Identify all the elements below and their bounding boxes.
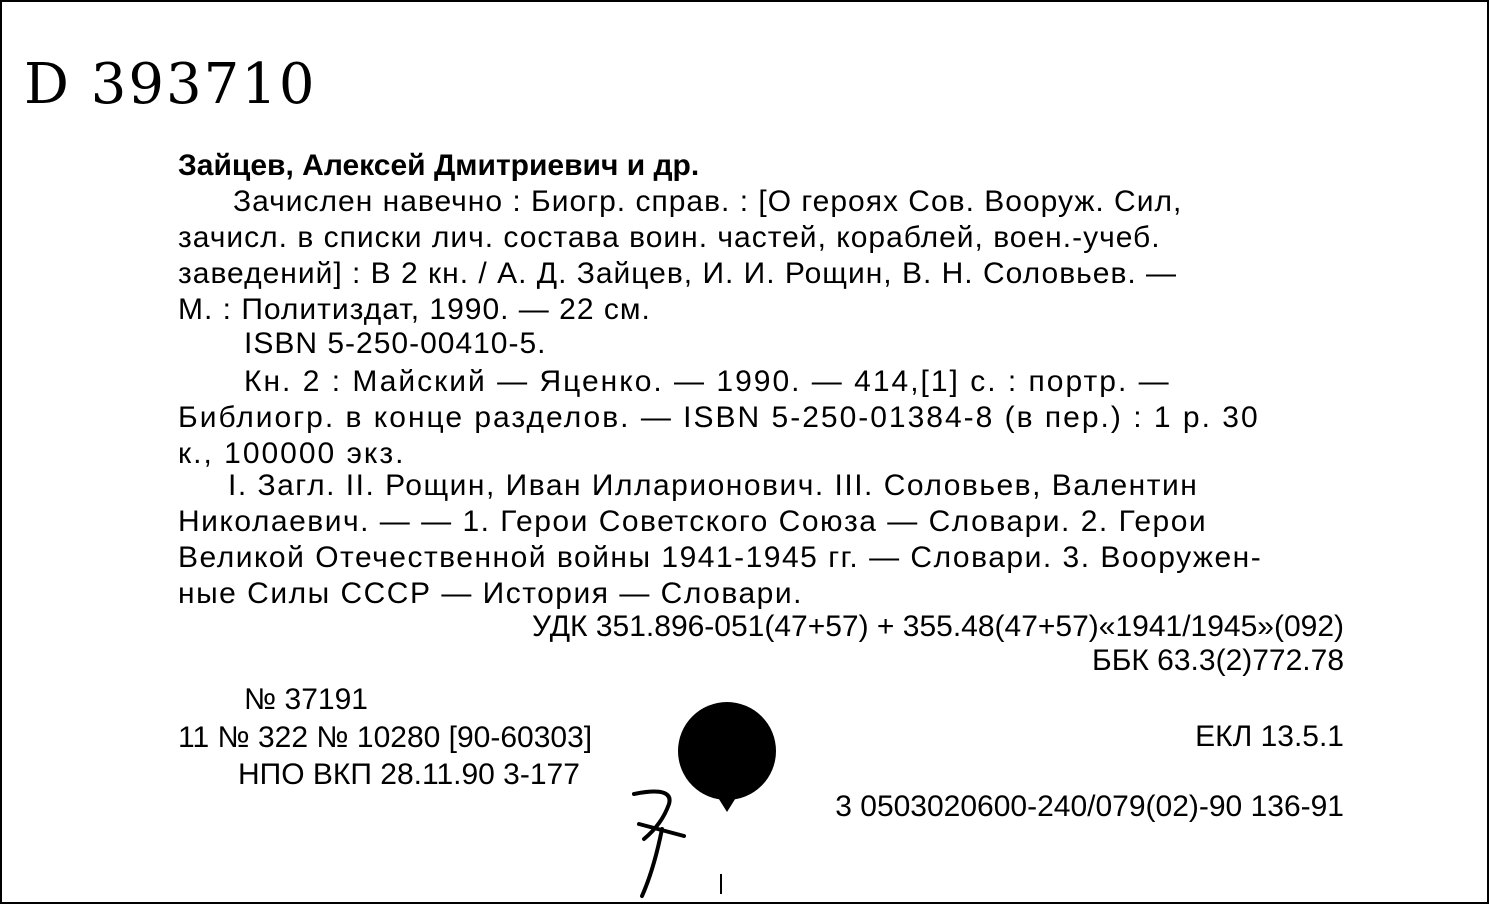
record-number: № 37191 [244,683,368,716]
volume-line: Кн. 2 : Майский — Яценко. — 1990. — 414,[1] с. : портр. — [244,365,1171,398]
isbn-set: ISBN 5-250-00410-5. [244,327,547,360]
volume-line: к., 100000 экз. [178,437,406,470]
title-block [178,184,1348,328]
handwritten-mark [614,784,694,902]
title-line: зачисл. в списки лич. состава воин. частей, кораблей, воен.-учеб. [178,221,1161,254]
catalog-code: 3 0503020600-240/079(02)-90 136-91 [835,790,1344,823]
author-heading: Зайцев, Алексей Дмитриевич и др. [178,149,700,182]
title-line: М. : Политиздат, 1990. — 22 см. [178,293,651,326]
ekl-code: ЕКЛ 13.5.1 [1195,720,1344,753]
order-line: 11 № 322 № 10280 [90-60303] [178,721,593,754]
ink-blot-tail [702,772,752,812]
title-line: заведений] : В 2 кн. / А. Д. Зайцев, И. И. Рощин, В. Н. Соловьев. — [178,257,1178,290]
udk-code: УДК 351.896-051(47+57) + 355.48(47+57)«1941/1945»(092) [532,610,1344,643]
tracings-block [178,468,1348,612]
volume-line: Библиогр. в конце разделов. — ISBN 5-250-01384-8 (в пер.) : 1 р. 30 [178,401,1260,434]
volume-block [178,364,1348,472]
tracing-line: ные Силы СССР — История — Словари. [178,577,803,610]
tick-mark [720,874,722,894]
npo-line: НПО ВКП 28.11.90 3-177 [238,758,580,791]
tracing-line: I. Загл. II. Рощин, Иван Илларионович. III. Соловьев, Валентин [228,469,1199,502]
tracing-line: Николаевич. — — 1. Герои Советского Союза — Словари. 2. Герои [178,505,1208,538]
title-line: Зачислен навечно : Биогр. справ. : [О героях Сов. Вооруж. Сил, [233,185,1183,218]
call-number: D 393710 [24,52,317,117]
bbk-code: ББК 63.3(2)772.78 [1092,644,1344,677]
tracing-line: Великой Отечественной войны 1941-1945 гг. — Словари. 3. Вооружен- [178,541,1263,574]
